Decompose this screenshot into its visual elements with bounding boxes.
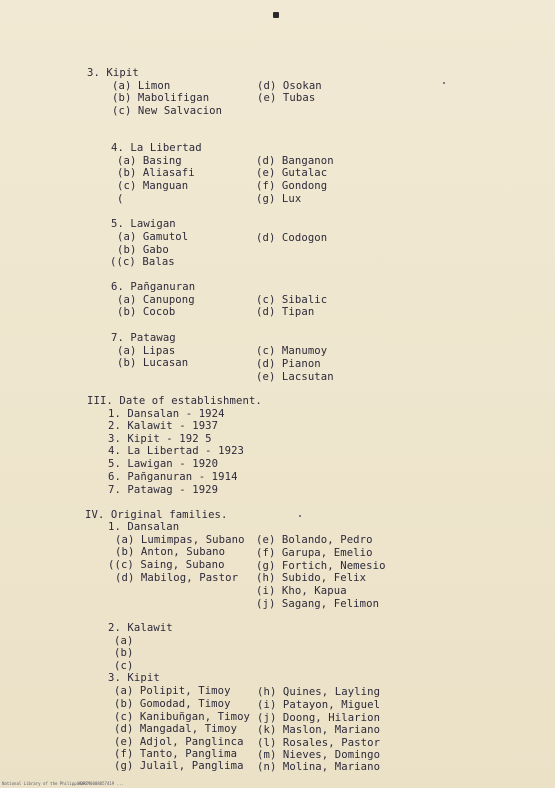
dansalan-heading: 1. Dansalan [108,521,180,533]
family-item: (a) Polipit, Timoy [114,685,231,697]
establishment-item: 7. Patawag - 1929 [108,484,219,496]
kipit-item: (e) Tubas [257,92,316,104]
la-libertad-item: ( [117,193,124,205]
establishment-item: 6. Pañganuran - 1914 [108,471,238,483]
kalawit-heading: 2. Kalawit [108,622,173,634]
family-item: (b) Anton, Subano [115,546,226,558]
patawag-item: (d) Pianon [256,358,321,370]
kipit-heading: 3. Kipit [87,67,139,79]
kipit-item: (a) Limon [112,80,171,92]
family-item: (g) Julail, Panglima [114,760,244,772]
family-item: (j) Doong, Hilarion [257,712,381,724]
family-item: (f) Tanto, Panglima [114,748,238,760]
family-item: (h) Quines, Layling [257,686,381,698]
page-mark [273,12,279,18]
family-item: (m) Nieves, Domingo [257,749,381,761]
establishment-item: 2. Kalawit - 1937 [108,420,219,432]
family-item: (b) [114,647,134,659]
lawigan-item: (b) Gabo [117,244,169,256]
la-libertad-item: (d) Banganon [256,155,334,167]
family-item: (d) Mabilog, Pastor [115,572,239,584]
kipit-item: (d) Osokan [257,80,322,92]
patawag-item: (a) Lipas [117,345,176,357]
la-libertad-item: (a) Basing [117,155,182,167]
family-item: (e) Adjol, Panglinca [114,736,244,748]
family-item: (n) Molina, Mariano [257,761,381,773]
panganuran-item: (b) Cocob [117,306,176,318]
family-item: (l) Rosales, Pastor [257,737,381,749]
family-item: (j) Sagang, Felimon [256,598,380,610]
patawag-heading: 7. Patawag [111,332,176,344]
lawigan-heading: 5. Lawigan [111,218,176,230]
la-libertad-item: (g) Lux [256,193,302,205]
family-item: (e) Bolando, Pedro [256,534,373,546]
footer-library-credit: National Library of the Philippines [2,781,87,786]
la-libertad-item: (c) Manguan [117,180,189,192]
panganuran-heading: 6. Pañganuran [111,281,196,293]
family-item: (h) Subido, Felix [256,572,367,584]
family-item: (c) Kanibuñgan, Timoy [114,711,251,723]
footer-document-id: HDPZM0008057419 ... [78,781,124,786]
section-3-heading: III. Date of establishment. [87,395,262,407]
kipit-item: (b) Mabolifigan [112,92,210,104]
page-speck [443,82,445,84]
patawag-item: (c) Manumoy [256,345,328,357]
kipit-item: (c) New Salvacion [112,105,223,117]
family-item: (k) Maslon, Mariano [257,724,381,736]
establishment-item: 3. Kipit - 192 5 [108,433,212,445]
lawigan-item: (a) Gamutol [117,231,189,243]
family-item: (b) Gomodad, Timoy [114,698,231,710]
la-libertad-item: (b) Aliasafi [117,167,195,179]
family-item: (c) [114,660,134,672]
family-item: (a) Lumimpas, Subano [115,534,245,546]
la-libertad-item: (e) Gutalac [256,167,328,179]
panganuran-item: (c) Sibalic [256,294,328,306]
family-item: (a) [114,635,134,647]
establishment-item: 4. La Libertad - 1923 [108,445,245,457]
family-item: ((c) Saing, Subano [108,559,225,571]
panganuran-item: (d) Tipan [256,306,315,318]
establishment-item: 5. Lawigan - 1920 [108,458,219,470]
family-item: (i) Patayon, Miguel [257,699,381,711]
family-item: (g) Fortich, Nemesio [256,560,386,572]
page-speck [299,515,301,517]
lawigan-item: (d) Codogon [256,232,328,244]
establishment-item: 1. Dansalan - 1924 [108,408,225,420]
la-libertad-heading: 4. La Libertad [111,142,202,154]
la-libertad-item: (f) Gondong [256,180,328,192]
family-item: (d) Mangadal, Timoy [114,723,238,735]
panganuran-item: (a) Canupong [117,294,195,306]
kipit-families-heading: 3. Kipit [108,672,160,684]
lawigan-item: ((c) Balas [110,256,175,268]
patawag-item: (e) Lacsutan [256,371,334,383]
family-item: (i) Kho, Kapua [256,585,347,597]
family-item: (f) Garupa, Emelio [256,547,373,559]
section-4-heading: IV. Original families. [85,509,228,521]
patawag-item: (b) Lucasan [117,357,189,369]
